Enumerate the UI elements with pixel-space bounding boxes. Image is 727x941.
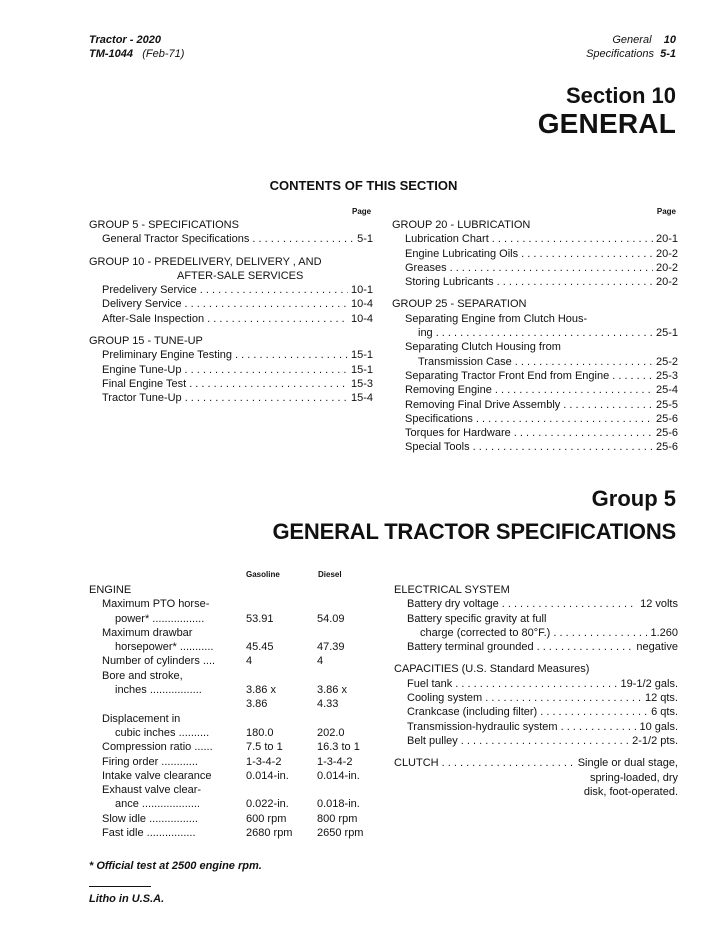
contents-left-column (89, 218, 373, 406)
clutch-spec (394, 756, 678, 799)
toc-leader-dots (450, 261, 653, 275)
toc-item (89, 297, 373, 311)
toc-leader-dots (200, 283, 348, 297)
toc-item (392, 261, 678, 275)
contents-page-label-right: Page (656, 207, 676, 216)
electrical-spec-label: Battery dry voltage (407, 598, 499, 611)
capacities-spec-label: Belt pulley (407, 734, 458, 747)
gasoline-value: 2680 rpm (246, 827, 293, 840)
diesel-value: 0.018-in. (317, 798, 360, 811)
toc-page-number: 5-1 (357, 233, 373, 246)
toc-item-label: Engine Tune-Up (102, 363, 182, 376)
gasoline-value: 0.022-in. (246, 798, 289, 811)
toc-item-label: Preliminary Engine Testing (102, 349, 233, 362)
gasoline-value: 0.014-in. (246, 769, 289, 782)
toc-leader-dots (207, 312, 348, 326)
engine-leader-dots: ................. (152, 612, 205, 625)
diesel-value: 3.86 x (317, 684, 347, 697)
toc-page-number: 25-4 (655, 384, 678, 397)
toc-leader-dots (514, 426, 653, 440)
capacities-spec-row (394, 705, 678, 719)
toc-item-label: Removing Final Drive Assembly (405, 398, 561, 411)
engine-spec-label: Number of cylinders .... (102, 655, 216, 668)
toc-page-number: 25-6 (655, 441, 678, 454)
toc-leader-dots (612, 369, 653, 383)
diesel-value: 4.33 (317, 698, 339, 711)
toc-group-heading: GROUP 15 - TUNE-UP (89, 335, 203, 348)
diesel-value: 800 rpm (317, 812, 358, 825)
electrical-leader-dots (553, 626, 647, 640)
electrical-spec-label: Battery terminal grounded (407, 641, 534, 654)
electrical-spec-row (394, 597, 678, 611)
diesel-value: 54.09 (317, 612, 345, 625)
toc-item (89, 377, 373, 391)
toc-group-heading: GROUP 5 - SPECIFICATIONS (89, 219, 239, 231)
spec-gap (394, 654, 678, 662)
engine-spec-row (89, 612, 389, 626)
engine-spec-row (89, 755, 389, 769)
toc-item (392, 369, 678, 383)
header-left (89, 33, 184, 61)
engine-spec-label: Intake valve clearance (102, 769, 212, 782)
contents-title: CONTENTS OF THIS SECTION (269, 178, 458, 193)
engine-spec-row (89, 683, 389, 697)
engine-spec-label: horsepower* ........... (115, 641, 214, 654)
toc-page-number: 15-1 (350, 363, 373, 376)
engine-spec-label: Maximum PTO horse- (102, 598, 210, 611)
toc-item-label: Final Engine Test (102, 377, 187, 390)
gasoline-value: 3.86 x (246, 684, 276, 697)
header-doc-number (89, 47, 184, 61)
capacities-spec-value: 19-1/2 gals. (620, 677, 678, 690)
engine-spec-label: cubic inches .......... (115, 726, 210, 739)
toc-page-number: 25-3 (655, 369, 678, 382)
toc-leader-dots (184, 297, 348, 311)
engine-leader-dots: ................ (146, 827, 196, 840)
toc-leader-dots (252, 232, 354, 246)
capacities-spec-value: 12 qts. (644, 692, 678, 705)
section-title: GENERAL (537, 108, 676, 139)
contents-right-column (392, 218, 678, 455)
toc-leader-dots (521, 247, 653, 261)
header-doc-title: Tractor - 2020 (89, 34, 161, 46)
header-section-name: General (612, 34, 652, 46)
diesel-value: 16.3 to 1 (317, 741, 360, 754)
engine-spec-row (89, 626, 389, 640)
toc-item (392, 398, 678, 412)
toc-item-label: Greases (405, 261, 447, 274)
engine-spec-label: Maximum drawbar (102, 626, 193, 639)
toc-leader-dots (476, 412, 653, 426)
capacities-spec-row (394, 691, 678, 705)
toc-item-label: Removing Engine (405, 384, 492, 397)
toc-group-heading-cont: AFTER-SALE SERVICES (177, 269, 304, 282)
diesel-value: 4 (317, 655, 324, 668)
toc-leader-dots (563, 398, 653, 412)
clutch-value-line: spring-loaded, dry (589, 771, 678, 784)
toc-leader-dots (185, 363, 348, 377)
toc-page-number: 15-4 (350, 392, 373, 405)
engine-leader-dots: .... (202, 655, 216, 668)
toc-page-number: 25-6 (655, 427, 678, 440)
toc-gap (392, 289, 678, 297)
toc-item-label: Delivery Service (102, 298, 182, 311)
engine-spec-label: Fast idle ................ (102, 827, 196, 840)
capacities-spec-value: 2-1/2 pts. (632, 734, 678, 747)
toc-group-heading: GROUP 20 - LUBRICATION (392, 219, 531, 231)
toc-item-label: Specifications (405, 412, 473, 425)
toc-item-label: Storing Lubricants (405, 276, 494, 289)
toc-page-number: 10-1 (350, 284, 373, 297)
gasoline-value: 600 rpm (246, 812, 287, 825)
toc-page-number: 25-5 (655, 398, 678, 411)
toc-gap (89, 247, 373, 255)
toc-item-text: Separating Engine from Clutch Hous- (405, 312, 588, 325)
footer-rule (89, 886, 151, 887)
diesel-column-header: Diesel (318, 570, 342, 579)
group-title: GENERAL TRACTOR SPECIFICATIONS (272, 519, 676, 544)
engine-spec-row (89, 640, 389, 654)
header-section-line (586, 33, 676, 47)
gasoline-value: 180.0 (246, 726, 274, 739)
electrical-heading: ELECTRICAL SYSTEM (394, 584, 510, 596)
capacities-spec-label: Crankcase (including filter) (407, 706, 538, 719)
engine-spec-label: Firing order ............ (102, 755, 198, 768)
electrical-spec-value: 12 volts (640, 598, 678, 611)
toc-item (392, 275, 678, 289)
toc-item-label: Lubrication Chart (405, 233, 489, 246)
toc-page-number: 25-2 (655, 355, 678, 368)
engine-spec-row (89, 740, 389, 754)
toc-page-number: 25-6 (655, 412, 678, 425)
gasoline-column-header: Gasoline (246, 570, 280, 579)
engine-heading: ENGINE (89, 584, 132, 596)
gasoline-value: 7.5 to 1 (246, 741, 283, 754)
header-right (586, 33, 676, 61)
toc-item (392, 247, 678, 261)
toc-page-number: 10-4 (350, 298, 373, 311)
engine-leader-dots: ................ (149, 812, 198, 825)
toc-item (89, 312, 373, 326)
engine-spec-label: inches ................. (115, 684, 202, 697)
capacities-spec-value: 10 gals. (639, 720, 678, 733)
capacities-leader-dots (485, 691, 642, 705)
capacities-leader-dots (561, 720, 637, 734)
electrical-spec-row (394, 612, 678, 626)
engine-spec-label: Exhaust valve clear- (102, 784, 202, 797)
toc-leader-dots (185, 391, 348, 405)
capacities-spec-row (394, 720, 678, 734)
toc-page-number: 20-1 (655, 233, 678, 246)
toc-leader-dots (495, 383, 653, 397)
gasoline-value: 3.86 (246, 698, 268, 711)
diesel-value: 202.0 (317, 726, 345, 739)
toc-item (89, 363, 373, 377)
toc-leader-dots (189, 377, 348, 391)
toc-item (89, 283, 373, 297)
toc-page-number: 15-3 (350, 377, 373, 390)
capacities-spec-label: Fuel tank (407, 677, 453, 690)
electrical-leader-dots (537, 640, 634, 654)
header-subject: Specifications (586, 48, 654, 60)
toc-page-number: 20-2 (655, 247, 678, 260)
capacities-spec-label: Cooling system (407, 692, 483, 705)
header-page-line (586, 47, 676, 61)
spec-gap (394, 748, 678, 756)
engine-spec-row (89, 726, 389, 740)
electrical-spec-value: 1.260 (650, 626, 678, 639)
toc-item (392, 383, 678, 397)
clutch-value-line: disk, foot-operated. (583, 785, 678, 798)
engine-leader-dots: ............ (161, 755, 198, 768)
toc-item (392, 326, 678, 340)
toc-page-number: 20-2 (655, 261, 678, 274)
section-number: Section 10 (565, 83, 676, 108)
gasoline-value: 4 (246, 655, 253, 668)
toc-item-label: General Tractor Specifications (102, 233, 250, 246)
toc-leader-dots (492, 232, 653, 246)
contents-page-label-left: Page (352, 207, 372, 216)
clutch-leader-dots (442, 756, 575, 770)
gasoline-value: 53.91 (246, 612, 274, 625)
capacities-leader-dots (455, 677, 617, 691)
engine-spec-row (89, 783, 389, 797)
toc-item-label: Special Tools (405, 441, 470, 454)
toc-item-label: ing (418, 327, 433, 340)
electrical-capacities-specs (394, 583, 678, 799)
engine-spec-label: Slow idle ................ (102, 812, 198, 825)
toc-item (392, 440, 678, 454)
engine-leader-dots: ................. (149, 684, 202, 697)
toc-leader-dots (497, 275, 653, 289)
engine-spec-row (89, 597, 389, 611)
engine-spec-label: Bore and stroke, (102, 669, 183, 682)
gasoline-value: 1-3-4-2 (246, 755, 282, 768)
toc-page-number: 10-4 (350, 312, 373, 325)
tm-number: TM-1044 (89, 48, 134, 60)
diesel-value: 47.39 (317, 641, 345, 654)
engine-spec-row (89, 812, 389, 826)
toc-item-label: Engine Lubricating Oils (405, 247, 519, 260)
clutch-first-row (394, 756, 678, 770)
electrical-spec-row (394, 640, 678, 654)
engine-spec-row (89, 769, 389, 783)
toc-leader-dots (235, 348, 348, 362)
toc-page-number: 20-2 (655, 276, 678, 289)
toc-item (392, 426, 678, 440)
capacities-heading: CAPACITIES (U.S. Standard Measures) (394, 663, 590, 676)
toc-item (392, 232, 678, 246)
toc-item (89, 391, 373, 405)
gasoline-value: 45.45 (246, 641, 274, 654)
toc-item-text: Separating Clutch Housing from (405, 341, 561, 354)
toc-leader-dots (436, 326, 653, 340)
engine-spec-row (89, 697, 389, 711)
toc-item (89, 232, 373, 246)
engine-spec-label: Compression ratio ...... (102, 741, 213, 754)
toc-item-label: Transmission Case (418, 355, 512, 368)
toc-gap (89, 326, 373, 334)
toc-item-label: Torques for Hardware (405, 427, 511, 440)
tm-date: (Feb-71) (142, 48, 185, 60)
header-section-number: 10 (663, 34, 676, 46)
capacities-spec-row (394, 677, 678, 691)
toc-group-heading: GROUP 25 - SEPARATION (392, 298, 527, 311)
engine-spec-row (89, 826, 389, 840)
group-number: Group 5 (591, 486, 676, 511)
engine-spec-label: Displacement in (102, 712, 181, 725)
header-page-number: 5-1 (660, 48, 676, 60)
engine-leader-dots: ................... (141, 798, 200, 811)
capacities-spec-value: 6 qts. (651, 706, 678, 719)
capacities-spec-row (394, 734, 678, 748)
footnote: * Official test at 2500 engine rpm. (89, 860, 262, 872)
toc-item-label: After-Sale Inspection (102, 312, 205, 325)
toc-item-label: Tractor Tune-Up (102, 392, 182, 405)
clutch-label: CLUTCH (394, 757, 439, 770)
toc-item (89, 348, 373, 362)
toc-item-label: Predelivery Service (102, 284, 197, 297)
capacities-leader-dots (540, 705, 648, 719)
engine-spec-row (89, 797, 389, 811)
engine-spec-row (89, 712, 389, 726)
electrical-spec-row (394, 626, 678, 640)
clutch-value-line: Single or dual stage, (577, 757, 678, 770)
capacities-spec-label: Transmission-hydraulic system (407, 720, 558, 733)
engine-specs (89, 583, 389, 840)
electrical-spec-label: Battery specific gravity at full (407, 612, 547, 625)
toc-page-number: 25-1 (655, 327, 678, 340)
diesel-value: 2650 rpm (317, 827, 364, 840)
toc-item (392, 412, 678, 426)
toc-group-heading: GROUP 10 - PREDELIVERY, DELIVERY , AND (89, 255, 322, 268)
engine-spec-label: power* ................. (115, 612, 205, 625)
electrical-spec-label: charge (corrected to 80°F.) (420, 626, 551, 639)
diesel-value: 1-3-4-2 (317, 755, 353, 768)
diesel-value: 0.014-in. (317, 769, 360, 782)
engine-leader-dots: ........... (179, 641, 214, 654)
capacities-leader-dots (461, 734, 629, 748)
toc-item-label: Separating Tractor Front End from Engine (405, 369, 610, 382)
engine-spec-label: ance ................... (115, 798, 200, 811)
litho-note: Litho in U.S.A. (89, 893, 165, 905)
engine-leader-dots: ...... (194, 741, 213, 754)
electrical-leader-dots (502, 597, 637, 611)
engine-spec-row (89, 654, 389, 668)
toc-item (392, 355, 678, 369)
toc-page-number: 15-1 (350, 349, 373, 362)
engine-spec-row (89, 669, 389, 683)
electrical-spec-value: negative (636, 641, 678, 654)
toc-leader-dots (473, 440, 653, 454)
toc-leader-dots (515, 355, 653, 369)
engine-leader-dots: .......... (178, 726, 210, 739)
